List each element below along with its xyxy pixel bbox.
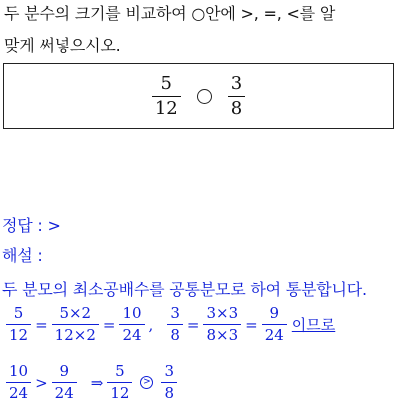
fraction-numerator: 9 bbox=[269, 304, 279, 322]
fraction-denominator: 12×2 bbox=[52, 324, 99, 343]
equals-sign: = bbox=[186, 315, 200, 334]
fraction-numerator: 3 bbox=[170, 304, 180, 322]
fraction-denominator: 12 bbox=[6, 324, 31, 343]
fraction-denominator: 24 bbox=[52, 382, 77, 401]
work-fraction bbox=[262, 306, 287, 343]
work-fraction bbox=[52, 306, 99, 343]
fraction-numerator: 10 bbox=[9, 362, 29, 380]
explanation-label: 해설 : bbox=[2, 246, 43, 265]
fraction-denominator: 8 bbox=[167, 324, 183, 343]
problem-box bbox=[3, 63, 394, 129]
fraction-denominator: 24 bbox=[262, 324, 287, 343]
fraction-denominator: 8 bbox=[161, 382, 177, 401]
circled-greater-than-icon: > bbox=[140, 376, 153, 389]
fraction-numerator: 10 bbox=[122, 304, 142, 322]
fraction-numerator: 3×3 bbox=[206, 304, 239, 322]
fraction-numerator: 5×2 bbox=[59, 304, 92, 322]
work-fraction bbox=[203, 306, 241, 343]
work-suffix-text: 이므로 bbox=[291, 316, 336, 334]
fraction-denominator: 8 bbox=[228, 96, 245, 118]
fraction-denominator: 24 bbox=[119, 324, 144, 343]
fraction-numerator: 9 bbox=[59, 362, 69, 380]
fraction-numerator: 3 bbox=[164, 362, 174, 380]
compare-circle-blank[interactable] bbox=[197, 89, 212, 104]
question-line-2: 맞게 써넣으시오. bbox=[4, 36, 121, 55]
work-fraction bbox=[52, 364, 77, 401]
implies-arrow-icon: ⇒ bbox=[90, 373, 104, 392]
fraction-denominator: 8×3 bbox=[203, 324, 241, 343]
question-line-1: 두 분수의 크기를 비교하여 ○안에 >, =, <를 알 bbox=[4, 4, 336, 23]
work-fraction bbox=[6, 306, 31, 343]
explanation-text: 두 분모의 최소공배수를 공통분모로 하여 통분합니다. bbox=[2, 280, 367, 299]
fraction-denominator: 12 bbox=[152, 96, 181, 118]
fraction-numerator: 5 bbox=[13, 304, 24, 322]
fraction-numerator: 5 bbox=[160, 72, 172, 94]
work-fraction bbox=[119, 306, 144, 343]
work-line-1 bbox=[4, 306, 335, 343]
answer-line: 정답 : > bbox=[2, 216, 61, 235]
equals-sign: = bbox=[35, 315, 48, 334]
problem-right-fraction bbox=[228, 72, 245, 119]
greater-than-sign: > bbox=[35, 373, 48, 392]
work-line-2 bbox=[4, 364, 179, 401]
problem-left-fraction bbox=[152, 72, 181, 119]
comma: , bbox=[148, 315, 154, 334]
work-fraction bbox=[161, 364, 177, 401]
equals-sign: = bbox=[102, 315, 116, 334]
equals-sign: = bbox=[245, 315, 258, 334]
work-fraction bbox=[6, 364, 31, 401]
fraction-numerator: 3 bbox=[230, 72, 243, 94]
work-fraction bbox=[107, 364, 132, 401]
work-fraction bbox=[167, 306, 183, 343]
fraction-denominator: 12 bbox=[107, 382, 132, 401]
fraction-denominator: 24 bbox=[6, 382, 31, 401]
fraction-numerator: 5 bbox=[115, 362, 125, 380]
